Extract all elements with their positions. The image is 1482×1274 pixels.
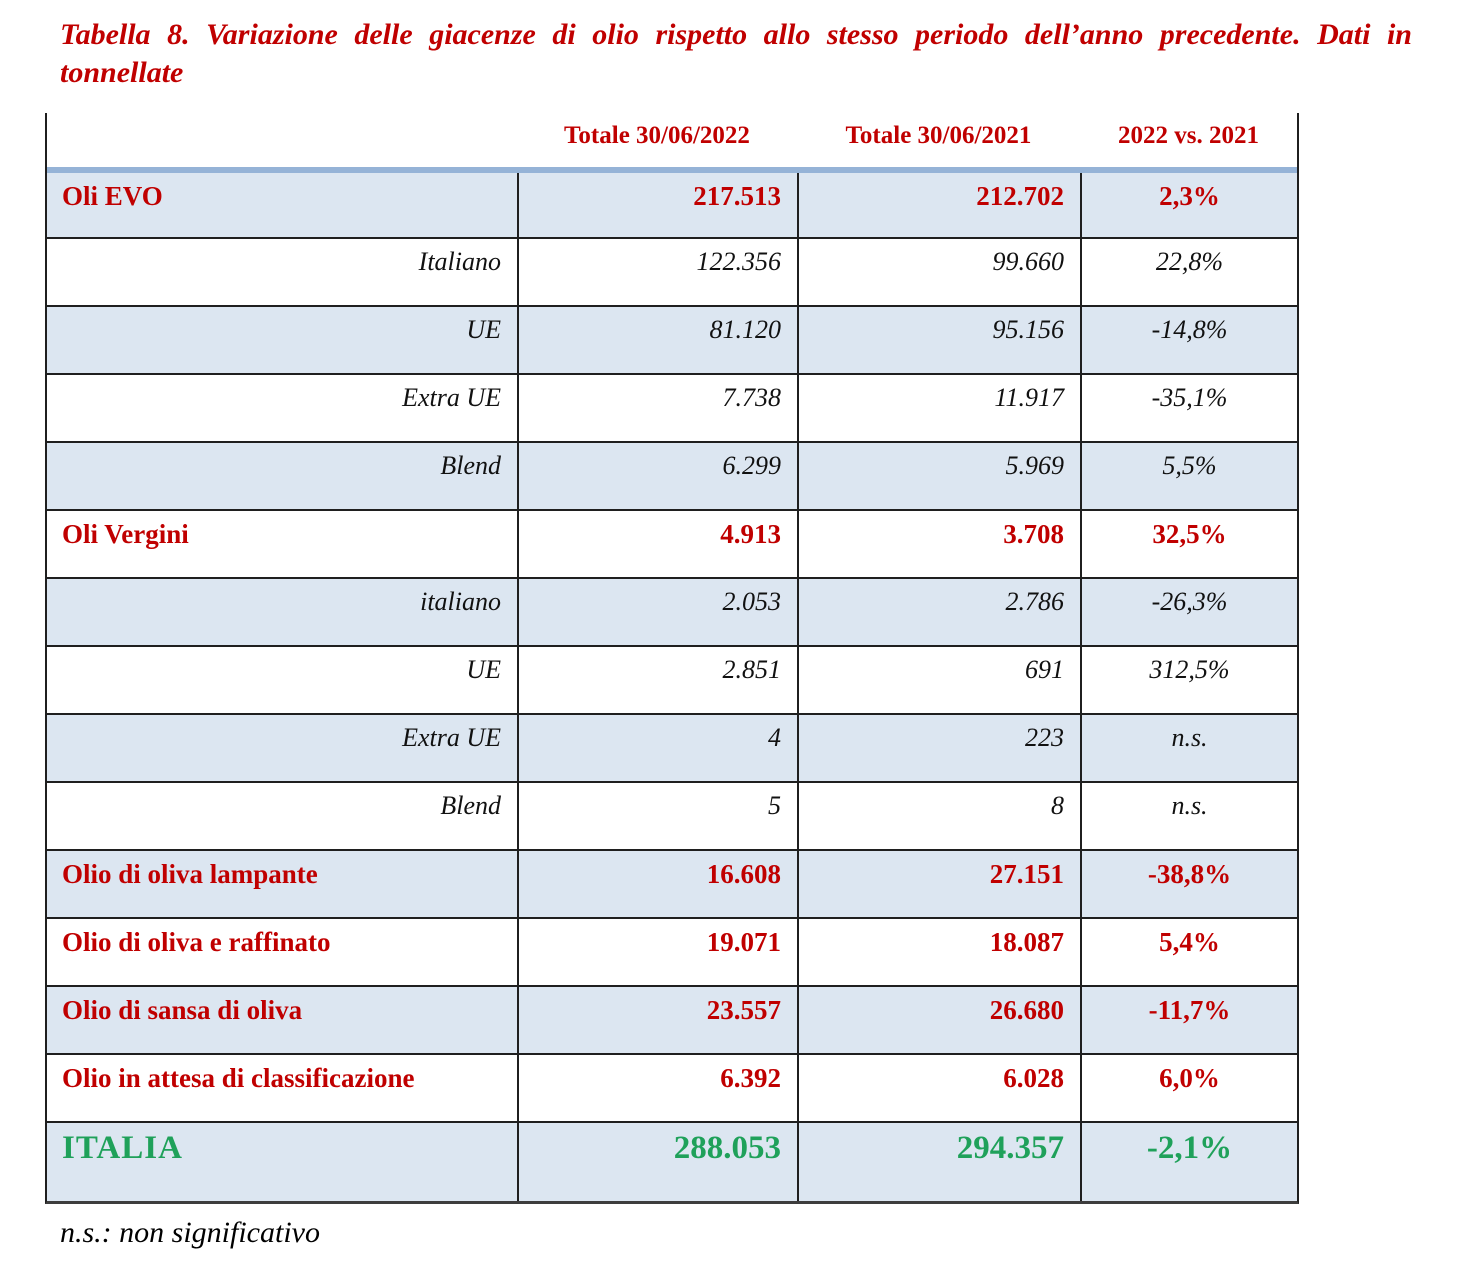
value-total-2021: 8 (797, 783, 1080, 849)
table-body (47, 167, 1297, 1201)
row-label: UE (466, 655, 501, 684)
row-label: Olio di sansa di oliva (62, 995, 303, 1025)
table-row (47, 1121, 1297, 1201)
value-total-2021: 27.151 (797, 851, 1080, 917)
table-row (47, 917, 1297, 985)
row-label: Blend (440, 791, 501, 820)
value-total-2021: 26.680 (797, 987, 1080, 1053)
value-total-2021: 223 (797, 715, 1080, 781)
column-header-totale-2021: Totale 30/06/2021 (845, 122, 1032, 149)
table-row (47, 509, 1297, 577)
table-row (47, 1053, 1297, 1121)
value-delta: -26,3% (1080, 579, 1297, 645)
value-delta: n.s. (1080, 715, 1297, 781)
value-total-2022: 122.356 (517, 239, 797, 305)
value-total-2022: 7.738 (517, 375, 797, 441)
row-label: UE (466, 315, 501, 344)
table-row (47, 781, 1297, 849)
giacenze-table (45, 113, 1299, 1204)
table-row (47, 237, 1297, 305)
row-label: ITALIA (62, 1130, 183, 1166)
table-caption (60, 16, 1412, 92)
table-row (47, 645, 1297, 713)
value-total-2022: 2.053 (517, 579, 797, 645)
row-label: italiano (420, 587, 501, 616)
table-caption-line1: Tabella 8. Variazione delle giacenze di olio rispetto allo stesso periodo dell’anno precedente. Dati in (60, 18, 1412, 51)
row-label: Olio in attesa di classificazione (62, 1063, 415, 1093)
table-row (47, 305, 1297, 373)
value-delta: -11,7% (1080, 987, 1297, 1053)
footnote: n.s.: non significativo (60, 1216, 320, 1249)
value-total-2021: 11.917 (797, 375, 1080, 441)
row-label: Oli EVO (62, 181, 163, 211)
value-delta: 5,5% (1080, 443, 1297, 509)
row-label: Extra UE (402, 723, 501, 752)
value-delta: 6,0% (1080, 1055, 1297, 1121)
row-label: Italiano (418, 247, 501, 276)
value-delta: -38,8% (1080, 851, 1297, 917)
value-delta: -14,8% (1080, 307, 1297, 373)
value-total-2022: 4 (517, 715, 797, 781)
value-total-2022: 81.120 (517, 307, 797, 373)
row-label: Olio di oliva lampante (62, 859, 318, 889)
table-row (47, 577, 1297, 645)
table-row (47, 441, 1297, 509)
value-total-2022: 16.608 (517, 851, 797, 917)
value-total-2022: 5 (517, 783, 797, 849)
value-delta: 2,3% (1080, 173, 1297, 237)
table-row (47, 167, 1297, 237)
column-header-empty (47, 113, 517, 167)
table-row (47, 713, 1297, 781)
value-delta: -35,1% (1080, 375, 1297, 441)
row-label: Oli Vergini (62, 519, 189, 549)
value-total-2022: 217.513 (517, 173, 797, 237)
value-total-2021: 95.156 (797, 307, 1080, 373)
table-row (47, 985, 1297, 1053)
value-delta: 312,5% (1080, 647, 1297, 713)
value-total-2021: 691 (797, 647, 1080, 713)
row-label: Blend (440, 451, 501, 480)
table-row (47, 849, 1297, 917)
row-label: Extra UE (402, 383, 501, 412)
value-delta: 22,8% (1080, 239, 1297, 305)
value-total-2021: 18.087 (797, 919, 1080, 985)
value-delta: -2,1% (1080, 1123, 1297, 1201)
value-total-2021: 6.028 (797, 1055, 1080, 1121)
value-total-2022: 23.557 (517, 987, 797, 1053)
column-header-2022-vs-2021: 2022 vs. 2021 (1118, 122, 1259, 149)
value-total-2021: 212.702 (797, 173, 1080, 237)
value-total-2022: 288.053 (517, 1123, 797, 1201)
row-label: Olio di oliva e raffinato (62, 927, 331, 957)
table-header-row (47, 113, 1297, 167)
table-row (47, 373, 1297, 441)
value-total-2022: 6.299 (517, 443, 797, 509)
value-total-2022: 2.851 (517, 647, 797, 713)
value-delta: 32,5% (1080, 511, 1297, 577)
value-total-2021: 2.786 (797, 579, 1080, 645)
value-delta: n.s. (1080, 783, 1297, 849)
value-total-2021: 99.660 (797, 239, 1080, 305)
column-header-totale-2022: Totale 30/06/2022 (564, 122, 750, 149)
value-total-2021: 294.357 (797, 1123, 1080, 1201)
value-total-2022: 19.071 (517, 919, 797, 985)
value-delta: 5,4% (1080, 919, 1297, 985)
table-caption-line2: tonnellate (60, 56, 184, 89)
value-total-2022: 6.392 (517, 1055, 797, 1121)
value-total-2021: 5.969 (797, 443, 1080, 509)
value-total-2022: 4.913 (517, 511, 797, 577)
value-total-2021: 3.708 (797, 511, 1080, 577)
